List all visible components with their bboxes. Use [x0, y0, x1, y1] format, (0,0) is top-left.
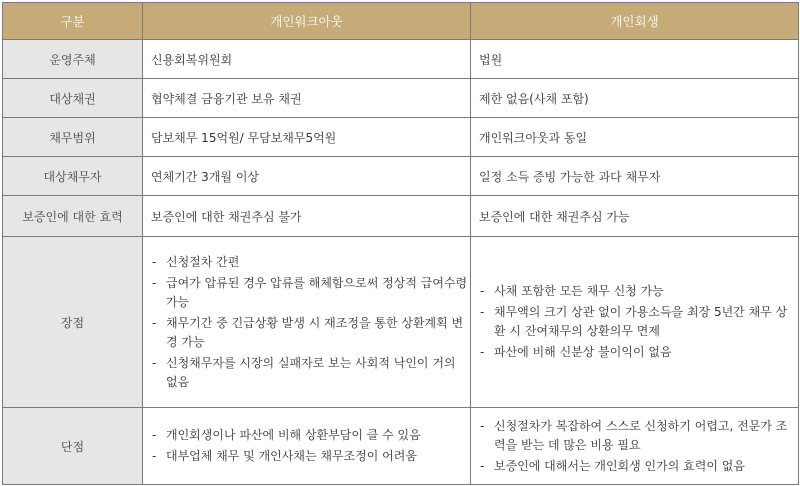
- list-item: - 신청절차 간편: [152, 253, 469, 272]
- workout-cons-list: [144, 426, 469, 466]
- comparison-table: [2, 2, 799, 485]
- pros-row: [3, 237, 799, 408]
- row-label: 대상채권: [3, 79, 143, 118]
- table-row: [3, 157, 799, 196]
- row-label: 채무범위: [3, 118, 143, 157]
- list-item: - 채무기간 중 긴급상황 발생 시 재조정을 통한 상환계획 변경 가능: [152, 314, 469, 352]
- table-row: [3, 196, 799, 237]
- rehab-cell: 개인워크아웃과 동일: [471, 118, 799, 157]
- workout-cell: 연체기간 3개월 이상: [143, 157, 471, 196]
- rehab-cell: 제한 없음(사채 포함): [471, 79, 799, 118]
- rehab-pros-list: [472, 282, 797, 362]
- workout-pros-list: [144, 253, 469, 392]
- row-label: 대상채무자: [3, 157, 143, 196]
- row-label: 보증인에 대한 효력: [3, 196, 143, 237]
- list-item: - 급여가 압류된 경우 압류를 해체함으로써 정상적 급여수령 가능: [152, 274, 469, 312]
- cons-row: [3, 408, 799, 485]
- list-item: - 대부업체 채무 및 개인사채는 채무조정이 어려움: [152, 447, 469, 466]
- rehab-cons-list: [472, 417, 797, 476]
- list-item: - 채무액의 크기 상관 없이 가용소득을 최장 5년간 채무 상환 시 잔여채무의 상환의무 면제: [480, 303, 797, 341]
- list-item: - 사채 포함한 모든 채무 신청 가능: [480, 282, 797, 301]
- list-item: - 개인회생이나 파산에 비해 상환부담이 클 수 있음: [152, 426, 469, 445]
- workout-cell: 협약체결 금융기관 보유 채권: [143, 79, 471, 118]
- header-rehab: 개인회생: [471, 3, 799, 40]
- rehab-cons-cell: [471, 408, 799, 485]
- table-row: [3, 118, 799, 157]
- workout-cell: 담보채무 15억원/ 무담보채무5억원: [143, 118, 471, 157]
- table-row: [3, 79, 799, 118]
- list-item: - 파산에 비해 신분상 불이익이 없음: [480, 343, 797, 362]
- rehab-cell: 일정 소득 증빙 가능한 과다 채무자: [471, 157, 799, 196]
- row-label: 장점: [3, 237, 143, 408]
- list-item: - 신청채무자를 시장의 실패자로 보는 사회적 낙인이 거의 없음: [152, 354, 469, 392]
- header-category: 구분: [3, 3, 143, 40]
- header-workout: 개인워크아웃: [143, 3, 471, 40]
- rehab-cell: 법원: [471, 40, 799, 79]
- list-item: - 신청절차가 복잡하여 스스로 신청하기 어렵고, 전문가 조력을 받는 데 많은 비용 필요: [480, 417, 797, 455]
- header-row: [3, 3, 799, 40]
- rehab-pros-cell: [471, 237, 799, 408]
- list-item: - 보증인에 대해서는 개인회생 인가의 효력이 없음: [480, 457, 797, 476]
- workout-pros-cell: [143, 237, 471, 408]
- workout-cell: 신용회복위원회: [143, 40, 471, 79]
- row-label: 단점: [3, 408, 143, 485]
- table-row: [3, 40, 799, 79]
- rehab-cell: 보증인에 대한 채권추심 가능: [471, 196, 799, 237]
- workout-cons-cell: [143, 408, 471, 485]
- workout-cell: 보증인에 대한 채권추심 불가: [143, 196, 471, 237]
- row-label: 운영주체: [3, 40, 143, 79]
